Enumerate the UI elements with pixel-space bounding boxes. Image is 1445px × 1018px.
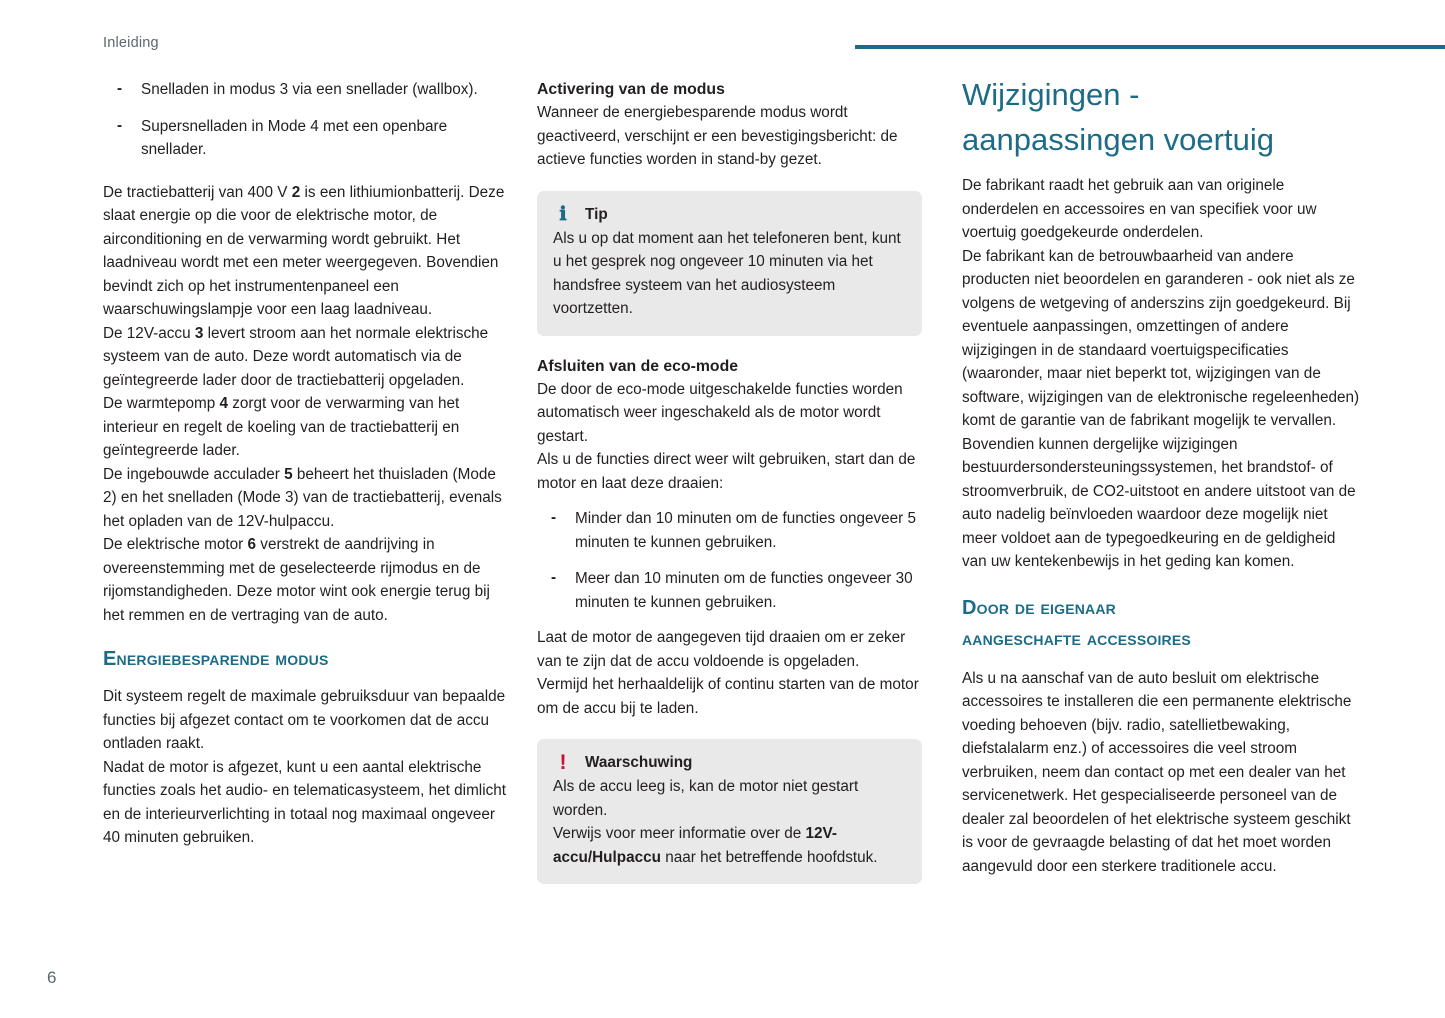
text-fragment: De ingebouwde acculader <box>103 465 285 483</box>
text-fragment: De fabrikant raadt het gebruik aan van originele onderdelen en accessoires en van specifiek voor uw voertuig goedgekeurde onderdelen. <box>962 177 1317 241</box>
column-middle <box>537 78 922 884</box>
text-fragment: zorgt voor de verwarming van het interieur en regelt de koeling van de tractiebatterij en geïntegreerde lader. <box>103 395 460 459</box>
page-title <box>962 72 1362 162</box>
section-heading-energy-saving: Energiebesparende modus <box>103 648 329 670</box>
text-fragment: Nadat de motor is afgezet, kunt u een aantal elektrische functies zoals het audio- en telematicasysteem, het dimlicht en de interieurverlichting in totaal nog maximaal ongeveer 40 minuten gebruiken. <box>103 758 507 846</box>
text-fragment: Bovendien kunnen dergelijke wijzigingen bestuurdersondersteuningssystemen, het brandstof- of stroomverbruik, de CO2-uitstoot en andere uitstoot van de auto nadelig beïnvloeden waardoor deze mogelijk niet meer voldoet aan de typegoedkeuring en de geldigheid van uw kentekenbewijs in het geding kan komen. <box>962 435 1356 570</box>
text-fragment: De 12V-accu <box>103 324 195 342</box>
list-item <box>537 507 922 554</box>
warning-icon: ! <box>559 751 567 774</box>
warning-body-1: Als de accu leeg is, kan de motor niet gestart worden. <box>553 778 859 819</box>
page-title-line-2: aanpassingen voertuig <box>962 122 1274 157</box>
page-title-line-1: Wijzigingen - <box>962 77 1140 112</box>
section-heading-line-2: aangeschafte accessoires <box>962 627 1191 650</box>
paragraph-avoid-restart <box>537 673 922 720</box>
paragraph-energy-saving-1 <box>103 685 507 756</box>
text-fragment: Als u na aanschaf van de auto besluit om elektrische accessoires te installeren die een permanente elektrische voeding behoeven (bijv. radio, satellietbewaking, diefstalalarm enz.) of accessoires die veel stroom verbruiken, neem dan contact op met een dealer van het servicenetwerk. Het gespecialiseerde personeel van de dealer zal beoordelen of het elektrische systeem geschikt is voor de gevraagde belasting of dat het moet worden aangevuld door een sterkere traditionele accu. <box>962 669 1352 875</box>
paragraph-afsluiten-2 <box>537 448 922 495</box>
column-right <box>962 72 1362 878</box>
paragraph-electric-motor <box>103 533 507 627</box>
subheading-activering: Activering van de modus <box>537 81 725 98</box>
text-fragment: levert stroom aan het normale elektrische systeem van de auto. Deze wordt automatisch via de geïntegreerde lader door de tractiebatterij opgeladen. <box>103 324 489 389</box>
paragraph-modifications-3 <box>962 433 1362 574</box>
dash-bullet-icon: - <box>117 80 123 97</box>
callout-number: 2 <box>291 183 301 201</box>
paragraph-traction-battery <box>103 181 507 322</box>
list-item-label: Minder dan 10 minuten om de functies ongeveer 5 minuten te kunnen gebruiken. <box>575 510 916 551</box>
paragraph-modifications-2 <box>962 245 1362 433</box>
dash-bullet-icon: - <box>551 509 557 526</box>
section-heading-owner-accessories <box>962 593 1362 655</box>
list-item <box>103 78 507 102</box>
charging-modes-list <box>103 78 507 162</box>
warning-body-2 <box>553 822 906 869</box>
dash-bullet-icon: - <box>551 569 557 586</box>
paragraph-modifications-1 <box>962 174 1362 245</box>
list-item-label: Snelladen in modus 3 via een snellader (wallbox). <box>141 81 478 98</box>
paragraph-afsluiten-1 <box>537 378 922 449</box>
paragraph-heat-pump <box>103 392 507 463</box>
paragraph-activering <box>537 101 922 172</box>
text-fragment: De elektrische motor <box>103 536 248 553</box>
section-heading-line-1: Door de eigenaar <box>962 596 1116 619</box>
text-fragment: Als u de functies direct weer wilt gebruiken, start dan de motor en laat deze draaien: <box>537 451 916 492</box>
callout-number: 5 <box>284 465 293 483</box>
info-icon: ℹ <box>559 203 567 225</box>
text-fragment: beheert het thuisladen (Mode 2) en het snelladen (Mode 3) van de tractiebatterij, evenals het opladen van de 12V-hulpaccu. <box>103 465 502 530</box>
callout-number: 6 <box>247 536 257 553</box>
restart-duration-list <box>537 507 922 614</box>
text-fragment: Verwijs voor meer informatie over de <box>553 825 806 842</box>
dash-bullet-icon: - <box>117 116 123 134</box>
list-item <box>537 567 922 614</box>
column-left <box>103 78 507 850</box>
warning-callout <box>537 739 922 884</box>
header-chapter-label: Inleiding <box>103 35 159 51</box>
paragraph-12v-battery <box>103 322 507 393</box>
paragraph-owner-accessories <box>962 667 1362 879</box>
tip-body: Als u op dat moment aan het telefoneren bent, kunt u het gesprek nog ongeveer 10 minuten via het handsfree systeem van het audiosysteem voortzetten. <box>553 229 901 317</box>
paragraph-onboard-charger <box>103 463 507 534</box>
text-fragment: is een lithiumionbatterij. Deze slaat energie op die voor de elektrische motor, de airconditioning en de verwarming wordt gebruikt. Het laadniveau wordt met een meter weergegeven. Bovendien bevindt zich op het instrumentenpaneel een waarschuwingslampje voor een laag laadniveau. <box>103 183 505 318</box>
cross-reference-label: 12V-accu/Hulpaccu <box>553 825 837 866</box>
text-fragment: De fabrikant kan de betrouwbaarheid van andere producten niet beoordelen en garanderen - ook niet als ze volgens de wetgeving of anderszins zijn goedgekeurd. Bij eventuele aanpassingen, omzettingen of andere wijzigingen in de standaard voertuigspecificaties (waaronder, maar niet beperkt tot, wijzigingen van de software, wijzigingen van de elektronische regeleenheden) komt de garantie van de fabrikant mogelijk te vervallen. <box>962 247 1360 429</box>
list-item-label: Meer dan 10 minuten om de functies ongeveer 30 minuten te kunnen gebruiken. <box>575 570 913 611</box>
paragraph-energy-saving-2 <box>103 756 507 850</box>
tip-title: Tip <box>585 205 608 223</box>
page-number: 6 <box>47 968 57 987</box>
warning-title: Waarschuwing <box>585 754 693 771</box>
text-fragment: Wanneer de energiebesparende modus wordt geactiveerd, verschijnt er een bevestigingsbericht: de actieve functies worden in stand-by gezet. <box>537 104 898 168</box>
text-fragment: De tractiebatterij van 400 V <box>103 183 292 201</box>
text-fragment: De warmtepomp <box>103 395 220 412</box>
header-rule <box>855 45 1445 49</box>
page-header <box>0 0 1445 58</box>
text-fragment: Dit systeem regelt de maximale gebruiksduur van bepaalde functies bij afgezet contact om te voorkomen dat de accu ontladen raakt. <box>103 688 506 752</box>
callout-number: 4 <box>219 395 228 412</box>
text-fragment: De door de eco-mode uitgeschakelde functies worden automatisch weer ingeschakeld als de motor wordt gestart. <box>537 380 903 445</box>
tip-callout <box>537 191 922 336</box>
subheading-afsluiten: Afsluiten van de eco-mode <box>537 357 739 375</box>
text-fragment: Vermijd het herhaaldelijk of continu starten van de motor om de accu bij te laden. <box>537 676 919 717</box>
text-fragment: Laat de motor de aangegeven tijd draaien om er zeker van te zijn dat de accu voldoende is opgeladen. <box>537 629 906 670</box>
text-fragment: verstrekt de aandrijving in overeenstemming met de geselecteerde rijmodus en de rijomstandigheden. Deze motor wint ook energie terug bij het remmen en de vertraging van de auto. <box>103 536 490 624</box>
paragraph-run-engine <box>537 626 922 673</box>
list-item <box>103 115 507 162</box>
text-fragment: naar het betreffende hoofdstuk. <box>660 848 878 866</box>
list-item-label: Supersnelladen in Mode 4 met een openbare snellader. <box>141 117 448 158</box>
callout-number: 3 <box>194 324 204 342</box>
